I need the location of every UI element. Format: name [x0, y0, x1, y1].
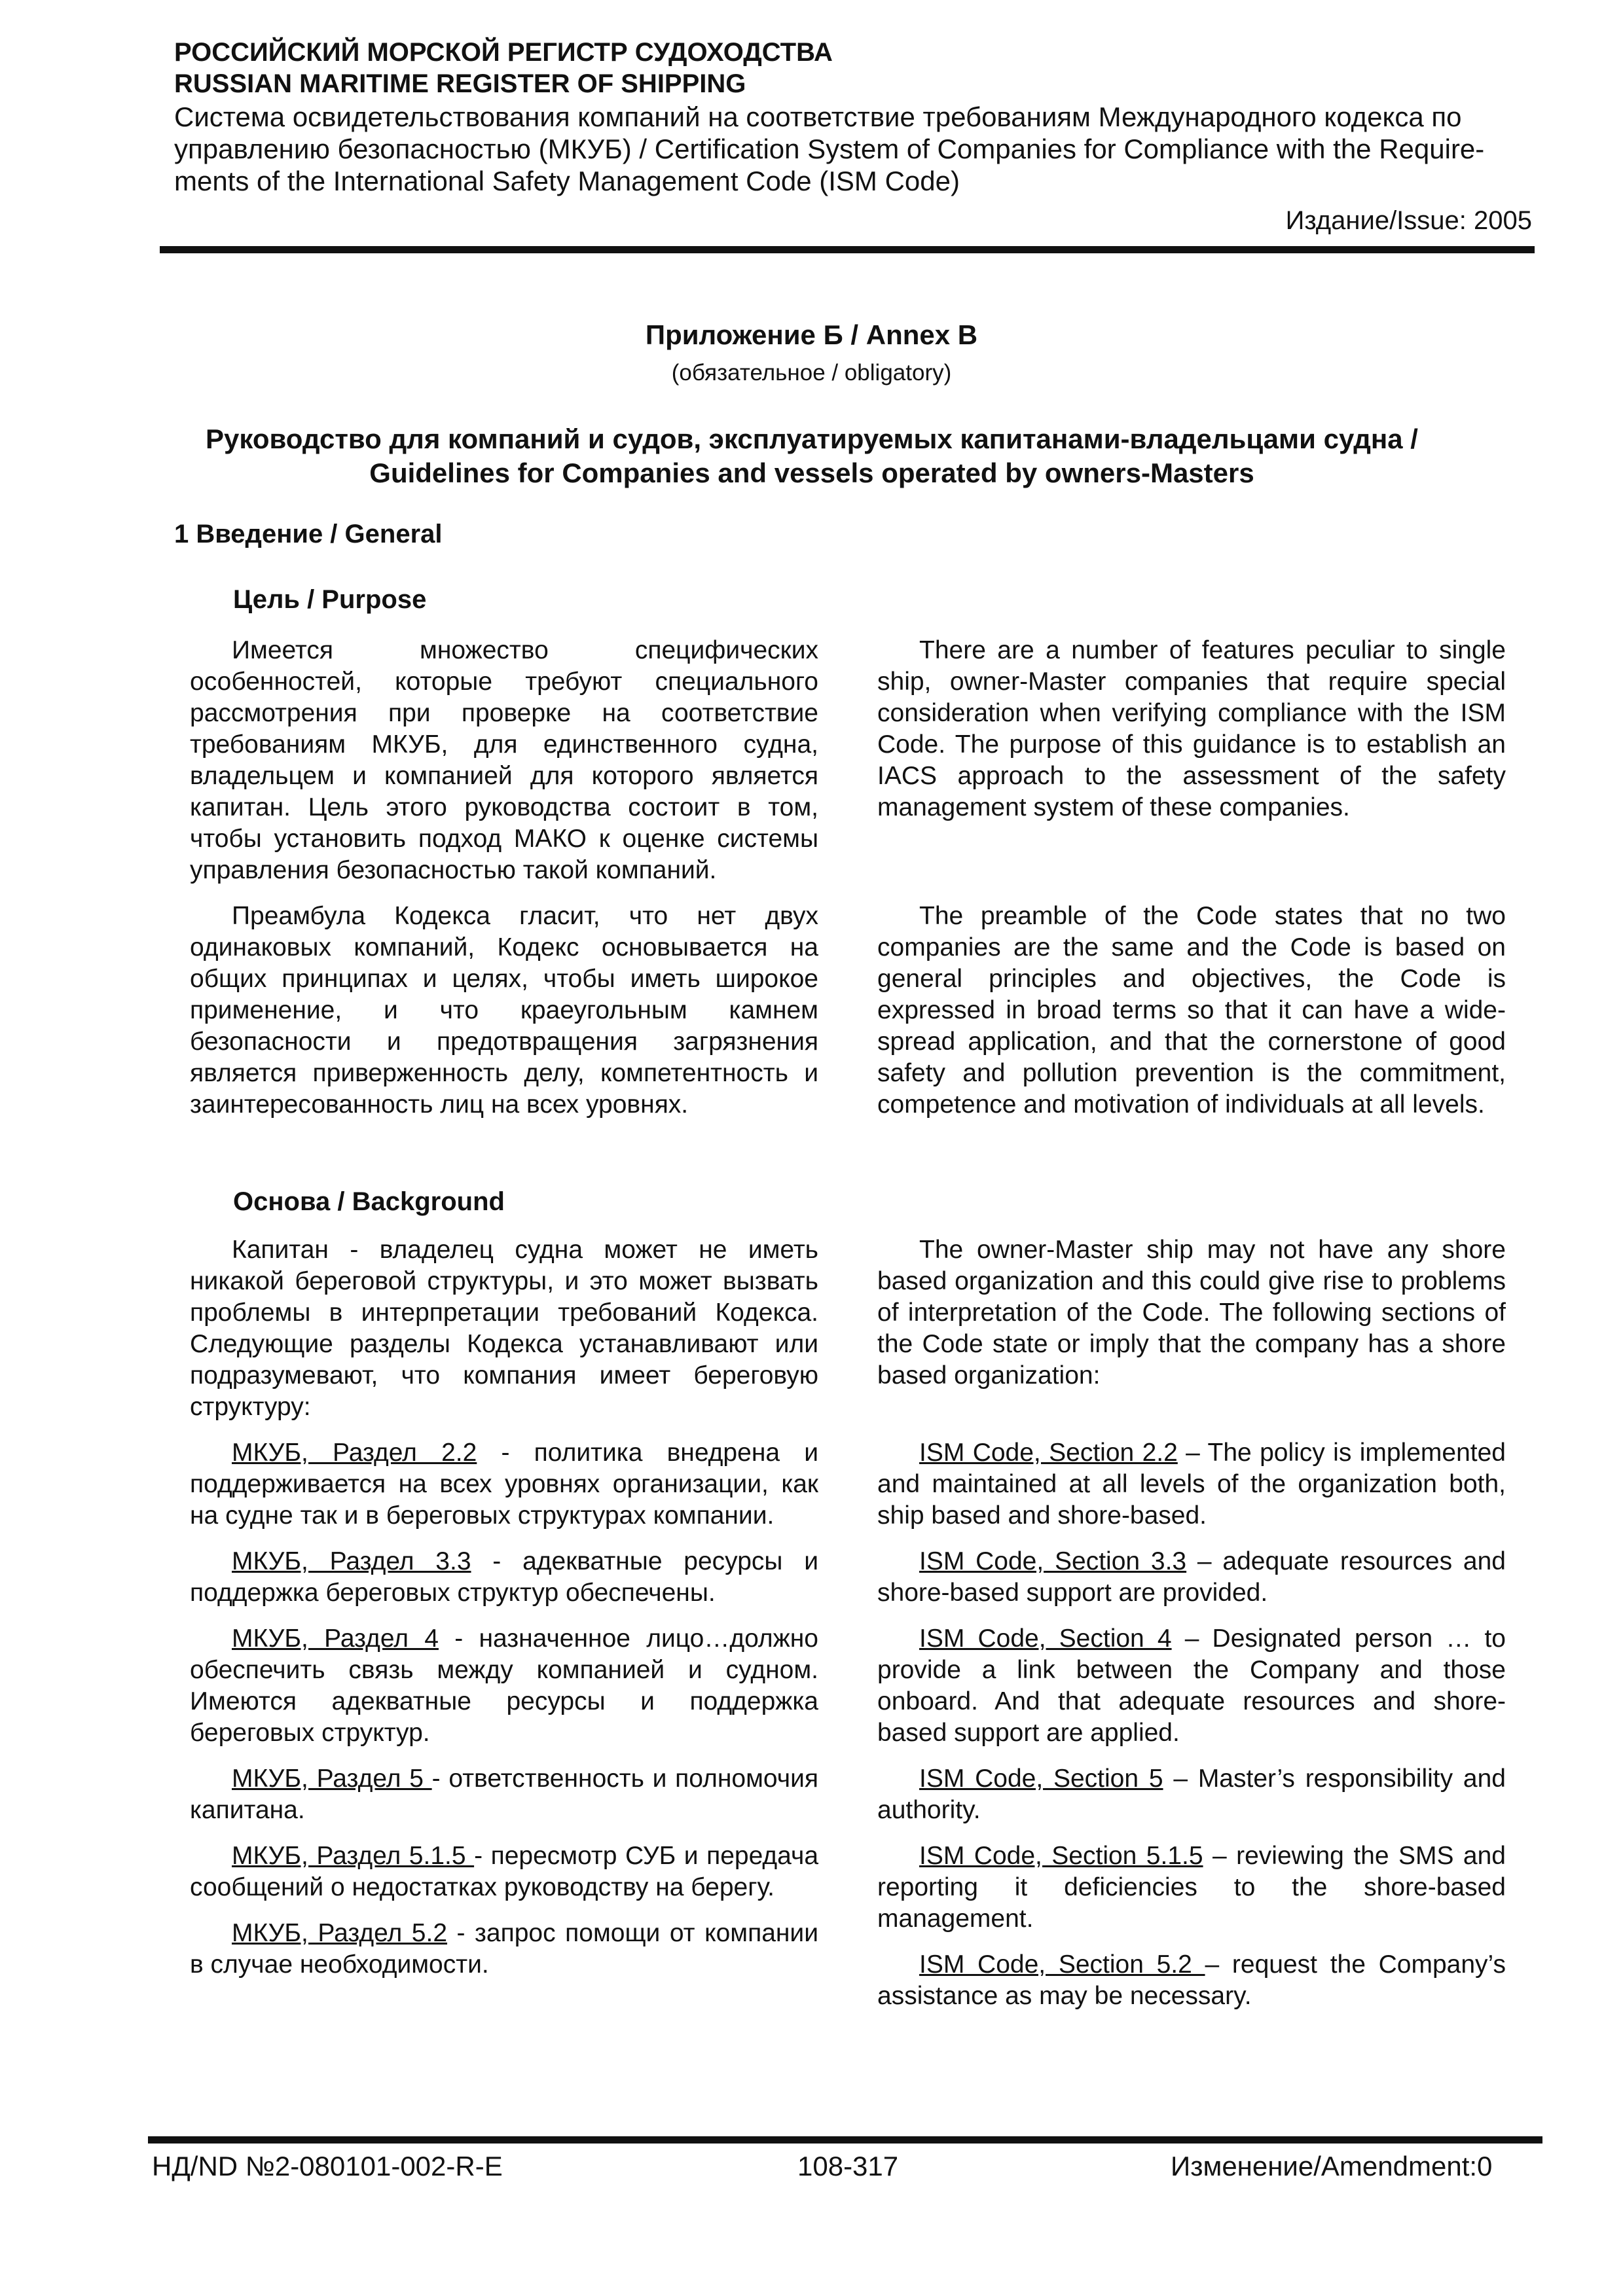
- paragraph: There are a number of features peculiar to single ship, owner-Master companies that require special consideration when verifying compliance with the ISM Code. The purpose of this guidance is to establish an IACS approach to the assessment of the safety management system of these companies.: [877, 636, 1506, 821]
- reference-text: - политика внедрена и поддерживается на всех уровнях организации, как на судне так и в береговых структурах компании.: [190, 1439, 818, 1530]
- code-reference: ISM Code, Section 2.2: [919, 1439, 1178, 1467]
- system-title-line: Система освидетельствования компаний на соответствие требованиям Международного кодекса по: [174, 101, 1462, 132]
- code-reference: МКУБ, Раздел 5.2: [232, 1919, 448, 1947]
- document-title: [98, 422, 1525, 490]
- paragraph: The owner-Master ship may not have any shore based organization and this could give rise to problems of interpretation of the Code. The following sections of the Code state or imply that the company has a shore based organization:: [877, 1236, 1506, 1390]
- reference-text: – Master’s responsibility and authority.: [877, 1765, 1506, 1824]
- footer-amendment: Изменение/Amendment:0: [1171, 2151, 1493, 2181]
- code-reference: ISM Code, Section 4: [919, 1624, 1172, 1653]
- footer-doc-number: НД/ND №2-080101-002-R-E: [152, 2151, 503, 2181]
- background-en-column: [877, 1234, 1506, 2026]
- reference-text: – reviewing the SMS and reporting it deficiencies to the shore-based management.: [877, 1842, 1506, 1933]
- background-heading: Основа / Background: [233, 1187, 505, 1216]
- purpose-heading: Цель / Purpose: [233, 585, 427, 614]
- code-reference: МКУБ, Раздел 5: [232, 1765, 432, 1793]
- reference-text: - пересмотр СУБ и передача сообщений о недостатках руководству на берегу.: [190, 1842, 819, 1901]
- purpose-ru-column: [190, 635, 818, 1135]
- reference-item: [190, 1840, 818, 1903]
- paragraph: The preamble of the Code states that no two companies are the same and the Code is based on general principles and objectives, the Code is expressed in broad terms so that it can have a wide-spread application, and that the cornerstone of good safety and pollution prevention is the commitment, competence and motivation of individuals at all levels.: [877, 902, 1506, 1119]
- reference-item: [877, 1437, 1506, 1532]
- org-name-ru: РОССИЙСКИЙ МОРСКОЙ РЕГИСТР СУДОХОДСТВА: [174, 38, 833, 67]
- code-reference: МКУБ, Раздел 2.2: [232, 1439, 477, 1467]
- code-reference: ISM Code, Section 5: [919, 1765, 1163, 1793]
- reference-text: - адекватные ресурсы и поддержка береговых структур обеспечены.: [190, 1547, 819, 1607]
- reference-item: [190, 1918, 818, 1981]
- reference-text: – The policy is implemented and maintained at all levels of the organization both, ship based and shore-based.: [877, 1439, 1506, 1530]
- paragraph: Преамбула Кодекса гласит, что нет двух одинаковых компаний, Кодекс основывается на общих принципах и целях, чтобы иметь широкое применение, и что краеугольным камнем безопасности и предотвращения загрязнения является приверженность делу, компетентность и заинтересованность лиц на всех уровнях.: [190, 902, 818, 1119]
- reference-text: – request the Company’s assistance as may be necessary.: [877, 1950, 1506, 2010]
- code-reference: МКУБ, Раздел 4: [232, 1624, 439, 1653]
- system-title-line: управлению безопасностью (МКУБ) / Certification System of Companies for Compliance with the Require-: [174, 134, 1485, 164]
- reference-item: [877, 1623, 1506, 1749]
- reference-text: - назначенное лицо…должно обеспечить связь между компанией и судном. Имеются адекватные ресурсы и поддержка береговых структур.: [190, 1624, 818, 1747]
- background-ru-column: [190, 1234, 818, 1995]
- annex-title: Приложение Б / Annex B: [645, 319, 978, 350]
- section-heading: 1 Введение / General: [174, 520, 443, 548]
- purpose-en-column: [877, 635, 1506, 1135]
- annex-block: [0, 319, 1623, 386]
- reference-item: [877, 1546, 1506, 1609]
- document-title-ru: Руководство для компаний и судов, эксплуатируемых капитанами-владельцами судна /: [206, 423, 1418, 454]
- reference-item: [877, 1949, 1506, 2012]
- code-reference: ISM Code, Section 5.1.5: [919, 1842, 1203, 1870]
- reference-text: – adequate resources and shore-based support are provided.: [877, 1547, 1506, 1607]
- reference-text: – Designated person … to provide a link between the Company and those onboard. And that adequate resources and shore-based support are applied.: [877, 1624, 1506, 1747]
- paragraph: Капитан - владелец судна может не иметь никакой береговой структуры, и это может вызвать проблемы в интерпретации требований Кодекса. Следующие разделы Кодекса устанавливают или подразумевают, что компания имеет береговую структуру:: [190, 1236, 818, 1421]
- reference-item: [190, 1437, 818, 1532]
- code-reference: МКУБ, Раздел 3.3: [232, 1547, 471, 1575]
- document-title-en: Guidelines for Companies and vessels operated by owners-Masters: [369, 457, 1254, 488]
- reference-text: - запрос помощи от компании в случае необходимости.: [190, 1919, 818, 1979]
- code-reference: ISM Code, Section 5.2: [919, 1950, 1205, 1979]
- footer-page-number: 108-317: [797, 2151, 899, 2181]
- code-reference: ISM Code, Section 3.3: [919, 1547, 1187, 1575]
- org-name-en: RUSSIAN MARITIME REGISTER OF SHIPPING: [174, 69, 746, 98]
- code-reference: МКУБ, Раздел 5.1.5: [232, 1842, 475, 1870]
- page-header: [174, 37, 1532, 236]
- edition-label: Издание/Issue: 2005: [1285, 206, 1532, 235]
- reference-item: [190, 1763, 818, 1826]
- header-divider: [160, 246, 1535, 253]
- reference-item: [190, 1546, 818, 1609]
- footer-divider: [148, 2136, 1542, 2144]
- reference-text: - ответственность и полномочия капитана.: [190, 1765, 818, 1824]
- system-title: [174, 101, 1532, 197]
- reference-item: [877, 1840, 1506, 1935]
- reference-item: [877, 1763, 1506, 1826]
- paragraph: Имеется множество специфических особенностей, которые требуют специального рассмотрения при проверке на соответствие требованиям МКУБ, для единственного судна, владельцем и компанией для которого является капитан. Цель этого руководства состоит в том, чтобы установить подход МАКО к оценке системы управления безопасностью такой компаний.: [190, 636, 818, 884]
- reference-item: [190, 1623, 818, 1749]
- annex-subtitle: (обязательное / obligatory): [671, 360, 952, 386]
- system-title-line: ments of the International Safety Management Code (ISM Code): [174, 166, 960, 196]
